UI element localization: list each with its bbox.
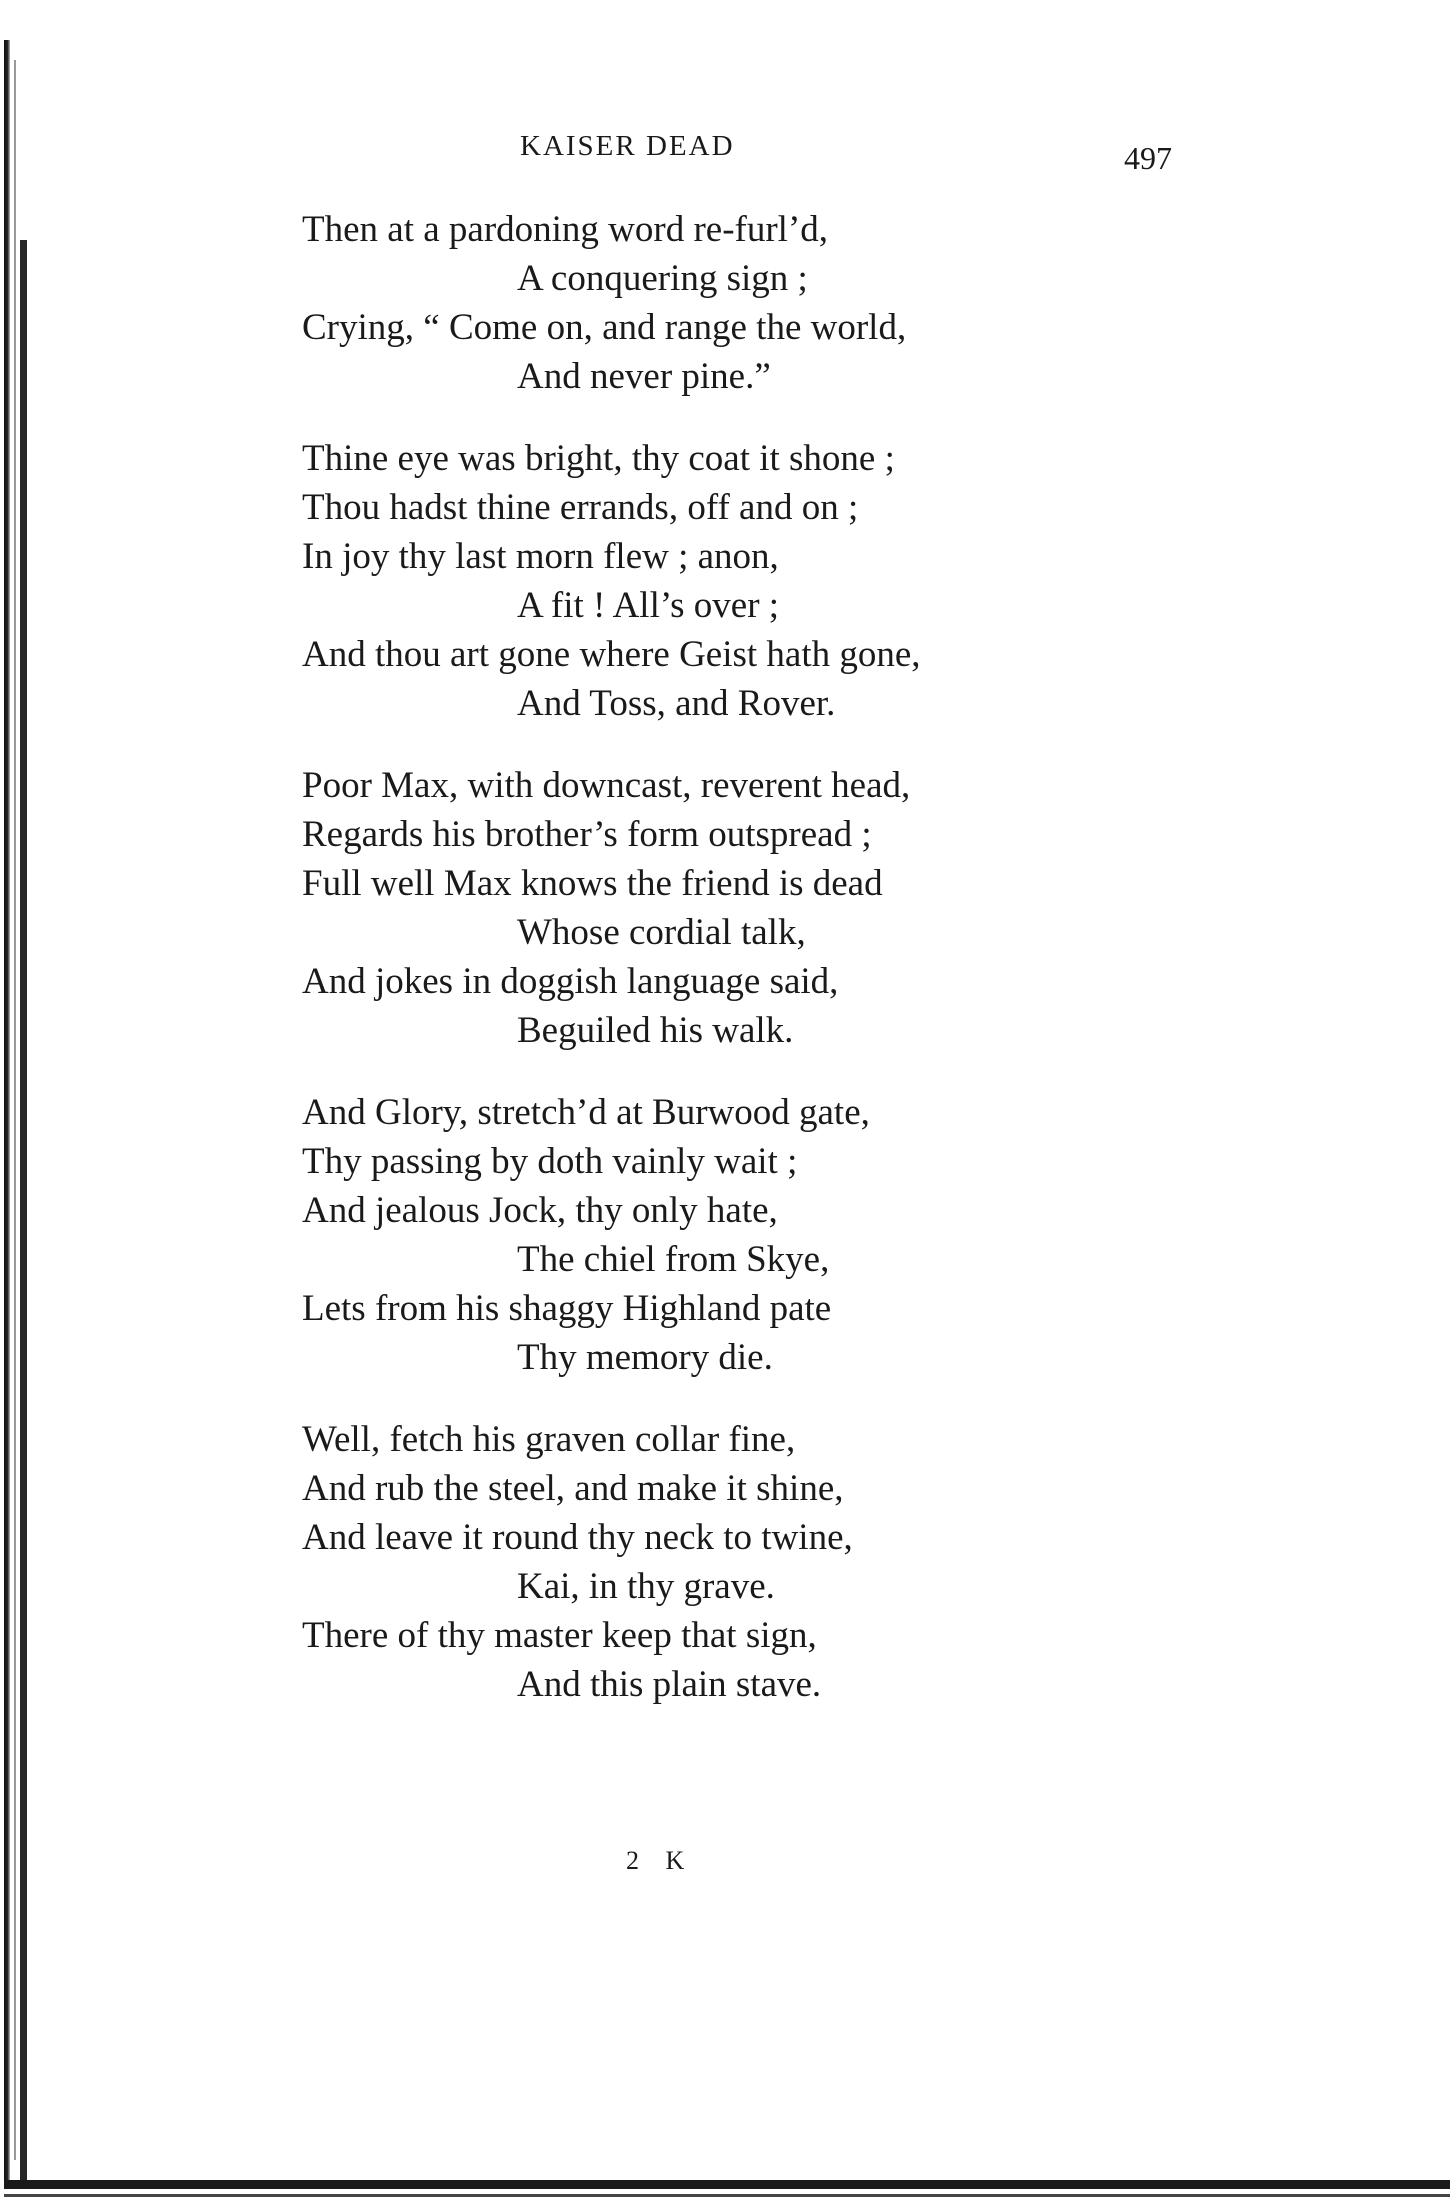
poem-line: Thy memory die. <box>517 1337 773 1378</box>
printer-signature-mark: 2 K <box>626 1846 695 1875</box>
poem-line: Whose cordial talk, <box>517 912 806 953</box>
poem-line: Well, fetch his graven collar fine, <box>302 1419 796 1460</box>
poem-line: Kai, in thy grave. <box>517 1566 775 1607</box>
poem-line: Lets from his shaggy Highland pate <box>302 1288 832 1329</box>
poem-line: Thou hadst thine errands, off and on ; <box>302 487 859 528</box>
poem-line: In joy thy last morn flew ; anon, <box>302 536 779 577</box>
poem-line: And leave it round thy neck to twine, <box>302 1517 853 1558</box>
poem-body <box>302 205 1182 1742</box>
poem-line: And jokes in doggish language said, <box>302 961 839 1002</box>
poem-line: And never pine.” <box>517 356 771 397</box>
poem-line: And this plain stave. <box>517 1664 822 1705</box>
poem-line: A fit ! All’s over ; <box>517 585 780 626</box>
stanza <box>302 761 1182 1055</box>
stanza <box>302 1088 1182 1382</box>
poem-line: Crying, “ Come on, and range the world, <box>302 307 907 348</box>
page-bottom-edge-line <box>4 2194 1450 2197</box>
poem-line: A conquering sign ; <box>517 258 808 299</box>
poem-line: And jealous Jock, thy only hate, <box>302 1190 778 1231</box>
stanza <box>302 434 1182 728</box>
poem-line: Beguiled his walk. <box>517 1010 794 1051</box>
poem-line: Regards his brother’s form outspread ; <box>302 814 872 855</box>
running-title: KAISER DEAD <box>520 130 735 162</box>
stanza <box>302 1415 1182 1709</box>
page-edge-shadow <box>4 40 10 2180</box>
poem-line: There of thy master keep that sign, <box>302 1615 817 1656</box>
poem-line: And rub the steel, and make it shine, <box>302 1468 844 1509</box>
page-number: 497 <box>1124 140 1172 176</box>
poem-line: Poor Max, with downcast, reverent head, <box>302 765 911 806</box>
page-edge-line <box>14 60 16 2160</box>
poem-line: Then at a pardoning word re-furl’d, <box>302 209 829 250</box>
poem-line: The chiel from Skye, <box>517 1239 830 1280</box>
page-bottom-edge <box>4 2180 1450 2189</box>
poem-line: And thou art gone where Geist hath gone, <box>302 634 921 675</box>
poem-line: And Glory, stretch’d at Burwood gate, <box>302 1092 870 1133</box>
poem-line: Full well Max knows the friend is dead <box>302 863 883 904</box>
poem-line: Thy passing by doth vainly wait ; <box>302 1141 798 1182</box>
stanza <box>302 205 1182 401</box>
poem-line: And Toss, and Rover. <box>517 683 836 724</box>
page-gutter-shadow <box>20 240 27 2180</box>
poem-line: Thine eye was bright, thy coat it shone ; <box>302 438 895 479</box>
